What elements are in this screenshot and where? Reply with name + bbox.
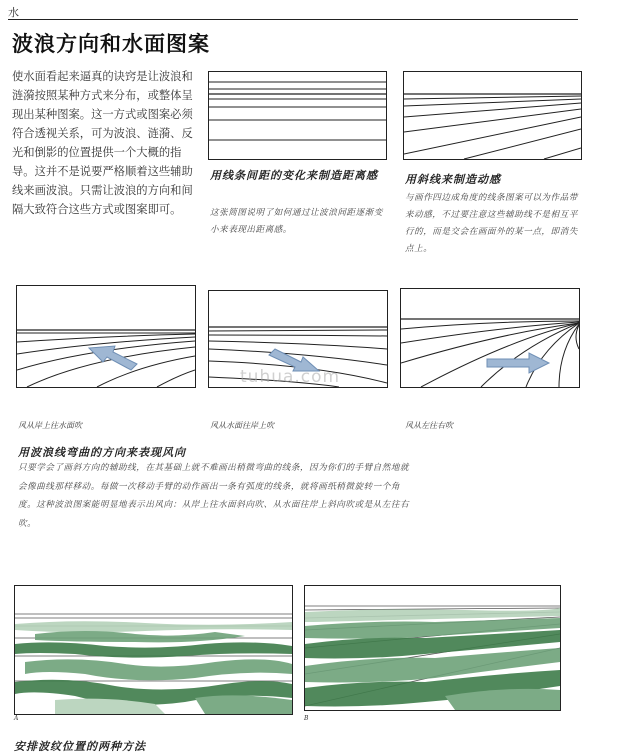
figure-wind-left-to-right bbox=[400, 288, 580, 388]
page-title: 波浪方向和水面图案 bbox=[12, 32, 210, 56]
figure-diagonal-caption-body: 与画作四边成角度的线条图案可以为作品带来动感，不过要注意这些辅助线不是相互平行的，而是交会在画面外的某一点，即消失点上。 bbox=[405, 193, 578, 254]
figure-diagonal-diagram bbox=[403, 71, 582, 160]
figure-wind-shore-to-water bbox=[16, 285, 196, 388]
wind-caption-title: 用波浪线弯曲的方向来表现风向 bbox=[18, 446, 186, 459]
painting-b bbox=[304, 585, 561, 711]
header-divider bbox=[8, 19, 578, 20]
painting-a-label: A bbox=[14, 715, 19, 722]
wind-caption-body: 只要学会了画斜方向的辅助线，在其基础上就不难画出稍微弯曲的线条，因为你们的手臂自然地就会像曲线那样移动。每做一次移动手臂的动作画出一条有弧度的线条，就将画纸稍微旋转一个角度。这种波浪图案能明显地表示出风向：从岸上往水面斜向吹、从水面往岸上斜向吹或是从左往右吹。 bbox=[18, 463, 410, 529]
figure-spacing-diagram bbox=[208, 71, 387, 160]
wind-arrow bbox=[89, 346, 137, 370]
wind-label-3: 风从左往右吹 bbox=[405, 421, 453, 430]
painting-a bbox=[14, 585, 293, 715]
wind-label-1: 风从岸上往水面吹 bbox=[18, 421, 82, 430]
figure-diagonal-caption-title: 用斜线来制造动感 bbox=[405, 173, 501, 186]
intro-paragraph: 使水面看起来逼真的诀窍是让波浪和涟漪按照某种方式来分布，或整体呈现出某种图案。这一方式或图案必须符合透视关系，可为波浪、涟漪、反光和倒影的位置提供一个大概的指导。这并不是说要严格顺着这些辅助线来画波浪。只需让波浪的方向和间隔大致符合这些方式或图案即可。 bbox=[12, 70, 193, 216]
figure-spacing-caption-title: 用线条间距的变化来制造距离感 bbox=[210, 169, 378, 182]
bottom-caption-title: 安排波纹位置的两种方法 bbox=[14, 740, 146, 753]
wind-label-2: 风从水面往岸上吹 bbox=[210, 421, 274, 430]
figure-spacing-caption-body: 这张简图说明了如何通过让波浪间距逐渐变小来表现出距离感。 bbox=[210, 208, 383, 235]
section-tag: 水 bbox=[8, 6, 19, 19]
painting-b-label: B bbox=[304, 715, 309, 722]
watermark: tuhua.com bbox=[240, 367, 341, 387]
